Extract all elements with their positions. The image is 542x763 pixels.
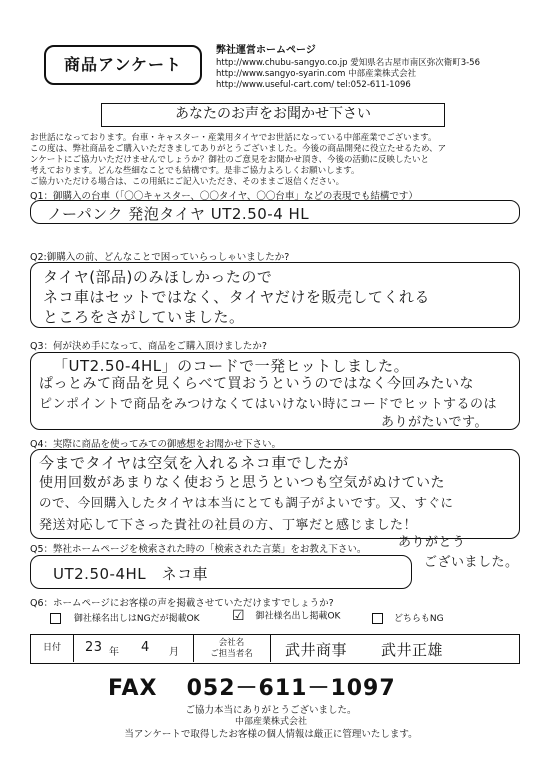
q5-answer-box[interactable] xyxy=(30,555,412,589)
q4-label: Q4：実際に商品を使ってみての御感想をお聞かせ下さい。 xyxy=(30,439,282,450)
q3-label: Q3：何が決め手になって、商品をご購入頂けましたか? xyxy=(30,341,267,352)
empty-checkbox-icon[interactable] xyxy=(50,613,61,624)
q4-answer-line-3: ので、今回購入したタイヤは本当にとても調子がよいです。又、すぐに xyxy=(39,495,454,510)
site-line-1: http://www.chubu-sangyo.co.jp 愛知県名古屋市南区弥次衛町3-56 xyxy=(216,58,480,68)
q2-answer-line-1: タイヤ(部品)のみほしかったので xyxy=(43,268,273,286)
q6-option-2[interactable] xyxy=(232,608,340,624)
header-site-block xyxy=(216,41,480,91)
year-value: 23 xyxy=(85,640,103,655)
site-line-3: http://www.useful-cart.com/ tel:052-611-1096 xyxy=(216,80,411,90)
q2-label: Q2:御購入の前、どんなことで困っていらっしゃいましたか? xyxy=(30,252,290,263)
q5-label: Q5：弊社ホームページを検索された時の「検索された言葉」をお教え下さい。 xyxy=(30,544,367,555)
fax-number: 052－611－1097 xyxy=(186,676,396,701)
survey-badge xyxy=(44,45,202,85)
q2-answer-line-2: ネコ車はセットではなく、タイヤだけを販売してくれる xyxy=(43,288,430,306)
company-label: 会社名 xyxy=(218,638,245,648)
q6-option-1[interactable] xyxy=(50,611,200,624)
year-unit: 年 xyxy=(109,647,119,658)
intro-line-3: ンケートにご協力いただけませんでしょうか？御社のご意見をお聞かせ頂き、今後の活動に反映したいと xyxy=(30,155,429,165)
q1-answer-box[interactable] xyxy=(30,200,520,224)
date-label-cell xyxy=(31,635,74,662)
survey-badge-text: 商品アンケート xyxy=(63,55,183,74)
q5-thanks-line-2: ございました。 xyxy=(424,555,519,570)
q4-answer-line-1: 今までタイヤは空気を入れるネコ車でしたが xyxy=(39,454,349,472)
q2-answer-line-3: ところをさがしていました。 xyxy=(43,308,245,326)
title-banner-text: あなたのお声をお聞かせ下さい xyxy=(175,106,371,122)
q3-answer-line-2: ぱっとみて商品を見くらべて買おうというのではなく今回みたいな xyxy=(39,376,474,392)
intro-line-2: この度は、弊社商品をご購入いただきましてありがとうございました。今後の商品開発に役立たせるため、ア xyxy=(30,144,447,154)
q6-option-2-label: 御社様名出し掲載OK xyxy=(255,611,341,622)
privacy-notice: 当アンケートで取得したお客様の個人情報は厳正に管理いたします。 xyxy=(124,729,418,740)
q6-label: Q6：ホームページにお客様の声を掲載させていただけますでしょうか? xyxy=(30,598,334,609)
q1-label: Q1：御購入の台車（「〇〇キャスター、〇〇タイヤ、〇〇台車」などの表現でも結構です） xyxy=(30,191,418,202)
q4-answer-line-4: 発送対応して下さった貴社の社員の方、丁寧だと感じました！ xyxy=(39,518,418,533)
q4-answer-box[interactable] xyxy=(30,449,520,539)
intro-line-4: 考えております。どんな些細なことでも結構です。是非ご協力よろしくお願いします。 xyxy=(30,166,360,176)
q3-answer-line-4: ありがたいです。 xyxy=(381,415,488,430)
fax-thanks: ご協力本当にありがとうございました。 xyxy=(185,705,357,716)
intro-paragraph xyxy=(30,133,518,188)
fax-company: 中部産業株式会社 xyxy=(234,717,307,727)
q3-answer-box[interactable] xyxy=(30,352,520,430)
intro-line-5: ご協力いただける場合は、この用紙にご記入いただき、そのままご返信ください。 xyxy=(30,177,345,187)
month-value: 4 xyxy=(141,640,150,655)
empty-checkbox-icon[interactable] xyxy=(372,613,383,624)
company-value-cell[interactable] xyxy=(271,635,518,662)
q6-option-3[interactable] xyxy=(372,611,444,624)
q6-option-1-label: 御社様名出しはNGだが掲載OK xyxy=(73,614,200,624)
q2-answer-box[interactable] xyxy=(30,262,520,328)
fax-label: FAX xyxy=(108,676,158,701)
month-unit: 月 xyxy=(169,647,179,658)
q3-answer-line-1: 「UT2.50-4HL」のコードで一発ヒットしました。 xyxy=(53,357,410,375)
footer-info-row xyxy=(30,634,520,664)
title-banner xyxy=(101,103,445,127)
q3-answer-line-3: ピンポイントで商品をみつけなくてはいけない時にコードでヒットするのは xyxy=(39,397,497,412)
q1-answer: ノーパンク 発泡タイヤ UT2.50-4 HL xyxy=(47,205,310,223)
intro-line-1: お世話になっております。台車・キャスター・産業用タイヤでお世話になっている中部産業でございます。 xyxy=(30,133,437,143)
person-name: 武井正雄 xyxy=(381,641,444,659)
checked-checkbox-icon[interactable]: ☑ xyxy=(232,608,245,624)
q5-thanks-line-1: ありがとう xyxy=(398,535,466,550)
company-label-cell xyxy=(193,635,271,662)
site-line-2: http://www.sangyo-syarin.com 中部産業株式会社 xyxy=(216,69,417,79)
fax-row xyxy=(108,671,396,702)
date-value-cell[interactable] xyxy=(73,635,194,662)
q6-option-3-label: どちらもNG xyxy=(393,614,444,624)
date-label: 日付 xyxy=(42,643,61,653)
q5-answer: UT2.50-4HL ネコ車 xyxy=(53,565,209,583)
q4-answer-line-2: 使用回数があまりなく使おうと思うといつも空気がぬけていた xyxy=(39,475,445,491)
person-label: ご担当者名 xyxy=(210,649,253,659)
company-name: 武井商事 xyxy=(285,641,348,659)
site-title: 弊社運営ホームページ xyxy=(216,45,316,56)
